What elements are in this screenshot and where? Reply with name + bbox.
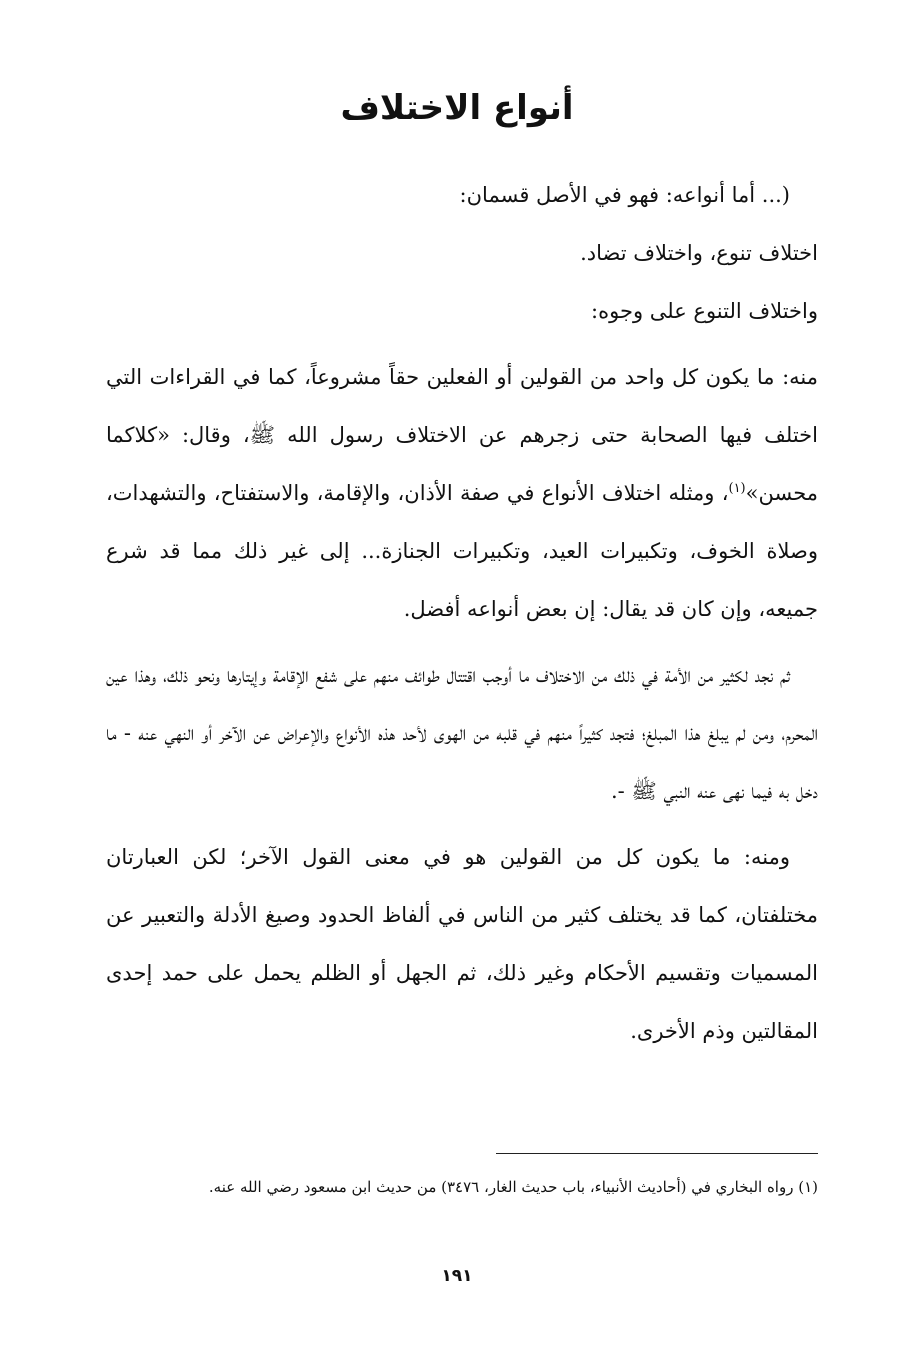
footnote: (١) رواه البخاري في (أحاديث الأنبياء، باب حديث الغار، ٣٤٧٦) من حديث ابن مسعود رضي الله عنه.	[208, 1178, 818, 1196]
paragraph-disputes: ثم نجد لكثير من الأمة في ذلك من الاختلاف ما أوجب اقتتال طوائف منهم على شفع الإقامة وإيتارها ونحو ذلك، وهذا عين المحرم، ومن لم يبلغ هذا المبلغ؛ فتجد كثيراً منهم في قلبه من الهوى لأحد هذه الأنواع والإعراض عن الآخر أو النهي عنه - ما دخل به فيما نهى عنه النبي ﷺ -.	[106, 663, 818, 803]
paragraph-first-kind-part2: ، ومثله اختلاف الأنواع في صفة الأذان، والإقامة، والاستفتاح، والتشهدات، وصلاة الخوف، وتكبيرات العيد، وتكبيرات الجنازة... إلى غير ذلك مما قد شرع جميعه، وإن كان قد يقال: إن بعض أنواعه أفضل.	[106, 481, 818, 621]
paragraph-first-kind	[106, 348, 818, 638]
paragraph-types: اختلاف تنوع، واختلاف تضاد.	[580, 241, 818, 265]
paragraph-second-kind: ومنه: ما يكون كل من القولين هو في معنى القول الآخر؛ لكن العبارتان مختلفتان، كما قد يختلف كثير من الناس في ألفاظ الحدود وصيغ الأدلة والتعبير عن المسميات وتقسيم الأحكام وغير ذلك، ثم الجهل أو الظلم يحمل على حمد إحدى المقالتين وذم الأخرى.	[106, 845, 818, 1043]
page-title: أنواع الاختلاف	[340, 88, 574, 128]
footnote-separator	[496, 1153, 818, 1154]
paragraph-intro: (... أما أنواعه: فهو في الأصل قسمان:	[459, 183, 790, 207]
body-text	[106, 166, 818, 1060]
paragraph-diversity-heading: واختلاف التنوع على وجوه:	[591, 299, 818, 323]
footnote-reference[interactable]: (١)	[728, 481, 746, 496]
paragraph-first-kind-part1: منه: ما يكون كل واحد من القولين أو الفعلين حقاً مشروعاً، كما في القراءات التي اختلف فيها الصحابة حتى زجرهم عن الاختلاف رسول الله ﷺ، وقال: «كلاكما محسن»	[106, 365, 818, 505]
page-number: ١٩١	[441, 1266, 473, 1286]
